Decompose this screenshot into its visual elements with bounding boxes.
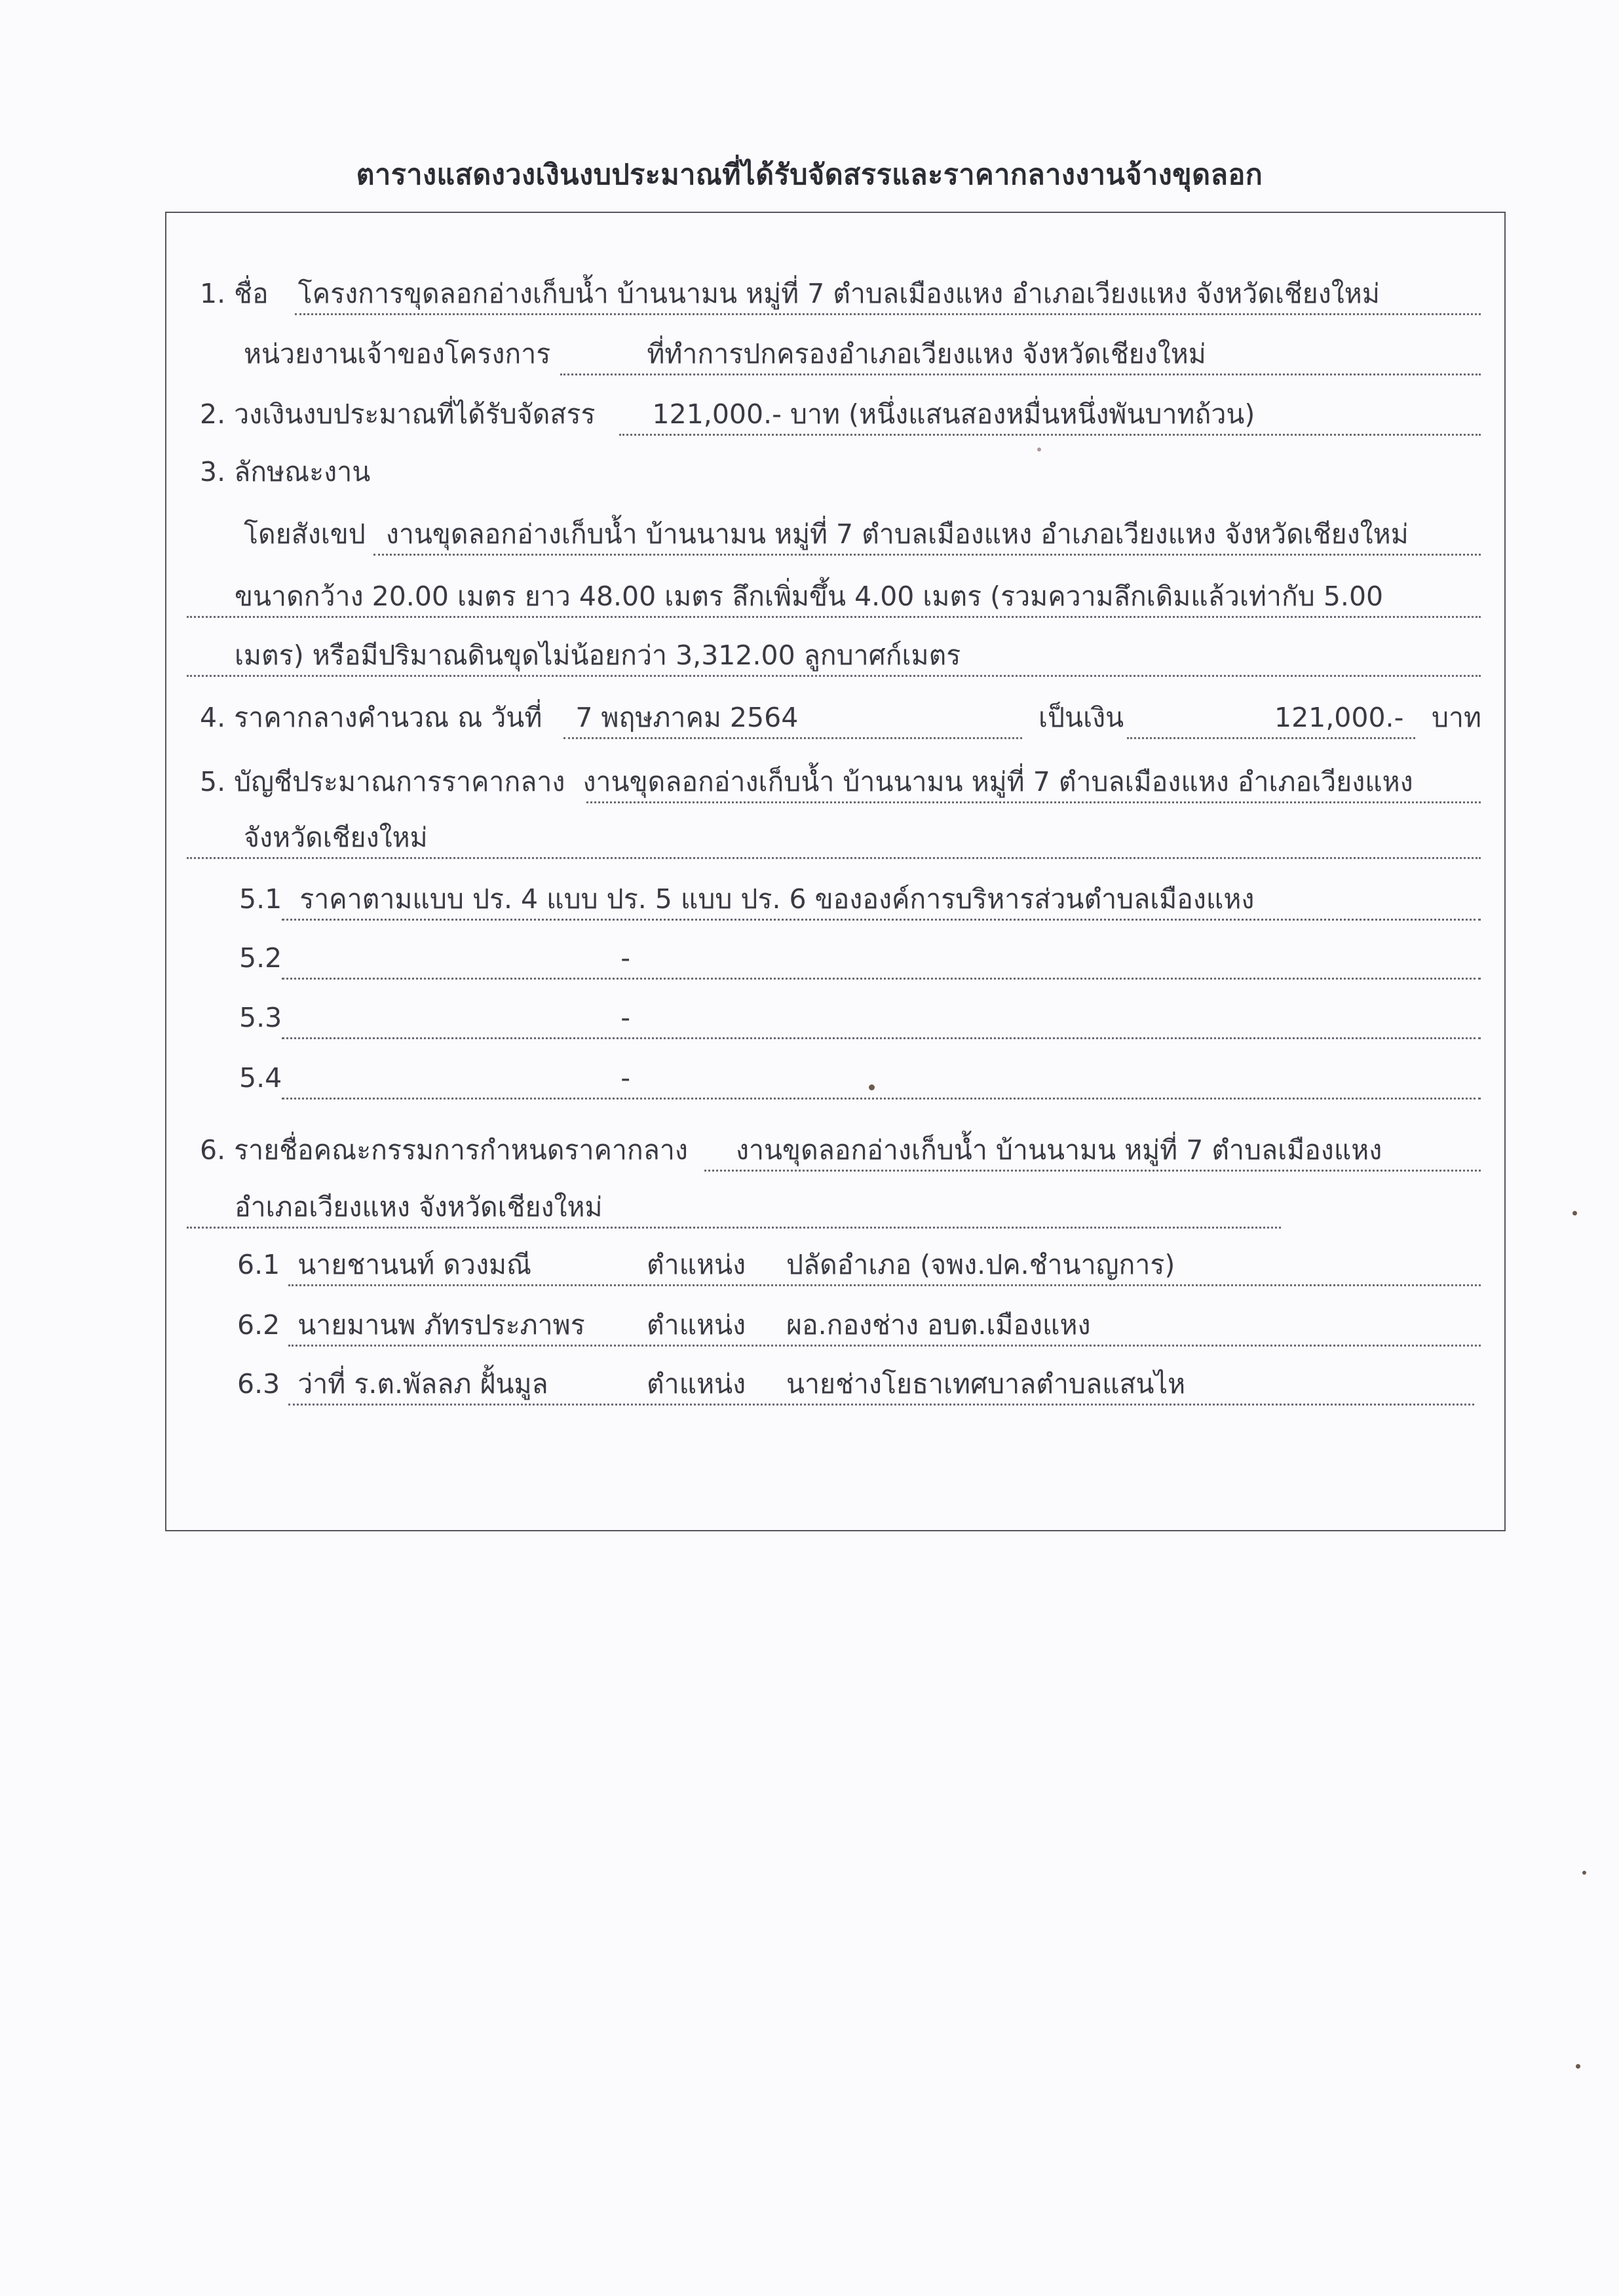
member-position: ปลัดอำเภอ (จพง.ปค.ชำนาญการ) <box>786 1249 1175 1280</box>
item6-line-1: งานขุดลอกอ่างเก็บน้ำ บ้านนามน หมู่ที่ 7 ตำบลเมืองแหง <box>735 1134 1382 1166</box>
member-name: นายมานพ ภัทรประภาพร <box>297 1309 585 1341</box>
work-line-3: เมตร) หรือมีปริมาณดินขุดไม่น้อยกว่า 3,312.00 ลูกบาศก์เมตร <box>235 640 961 671</box>
member-position-label: ตำแหน่ง <box>647 1249 746 1280</box>
member-num: 6.1 <box>237 1249 280 1280</box>
item5-line-2-row <box>244 818 428 857</box>
sub-5-4-dots <box>282 1098 1481 1100</box>
item4-row <box>200 698 1484 737</box>
scan-speck <box>1037 448 1041 451</box>
item5-line-2: จังหวัดเชียงใหม่ <box>244 822 428 853</box>
item5-line-1-dots <box>586 801 1481 803</box>
document-title: ตารางแสดงวงเงินงบประมาณที่ได้รับจัดสรรและราคากลางงานจ้างขุดลอก <box>356 159 1263 191</box>
item3-label: 3. ลักษณะงาน <box>200 456 371 488</box>
member-6-3 <box>237 1364 1482 1404</box>
item1-label: 1. ชื่อ <box>200 278 269 309</box>
member-6-1-dots <box>288 1284 1481 1286</box>
date-dots <box>563 737 1022 739</box>
sub-num: 5.4 <box>239 1062 282 1094</box>
scan-speck <box>1572 1211 1577 1215</box>
item6-line-1-dots <box>704 1170 1481 1172</box>
item3-row <box>200 452 379 491</box>
sub-num: 5.1 <box>239 883 282 915</box>
item3-summary-row <box>244 514 1409 554</box>
item1-dotted-line <box>295 313 1481 315</box>
item3-summary-label: โดยสังเขป <box>244 518 366 550</box>
work-line-2: ขนาดกว้าง 20.00 เมตร ยาว 48.00 เมตร ลึกเพิ่มขึ้น 4.00 เมตร (รวมความลึกเดิมแล้วเท่ากับ 5.00 <box>235 581 1384 612</box>
member-position-label: ตำแหน่ง <box>647 1309 746 1341</box>
budget-amount: 121,000.- บาท (หนึ่งแสนสองหมื่นหนึ่งพันบาทถ้วน) <box>652 398 1255 430</box>
member-6-1 <box>237 1245 1482 1284</box>
sub-text: - <box>620 942 631 974</box>
sub-5-1 <box>239 879 1254 919</box>
money-value: 121,000.- <box>1274 702 1404 733</box>
owner-value: ที่ทำการปกครองอำเภอเวียงแหง จังหวัดเชียงใหม่ <box>647 338 1206 370</box>
member-num: 6.3 <box>237 1368 280 1400</box>
member-6-2 <box>237 1305 1482 1345</box>
item2-label: 2. วงเงินงบประมาณที่ได้รับจัดสรร <box>200 398 596 430</box>
sub-text: ราคาตามแบบ ปร. 4 แบบ ปร. 5 แบบ ปร. 6 ขององค์การบริหารส่วนตำบลเมืองแหง <box>299 883 1255 915</box>
project-name: โครงการขุดลอกอ่างเก็บน้ำ บ้านนามน หมู่ที่ 7 ตำบลเมืองแหง อำเภอเวียงแหง จังหวัดเชียงใหม่ <box>297 278 1380 309</box>
sub-5-4 <box>239 1058 630 1098</box>
item2-row <box>200 394 1255 434</box>
work-line-1-dots <box>373 554 1481 556</box>
item5-label: 5. บัญชีประมาณการราคากลาง <box>200 766 565 797</box>
work-line-3-dots <box>187 675 1481 677</box>
member-6-2-dots <box>288 1345 1481 1347</box>
sub-num: 5.3 <box>239 1002 282 1033</box>
work-line-3-row <box>235 636 961 675</box>
item1-row <box>200 274 1380 313</box>
sub-num: 5.2 <box>239 942 282 974</box>
money-unit: บาท <box>1432 702 1482 733</box>
item6-line-2-row <box>235 1187 603 1227</box>
sub-5-2-dots <box>282 978 1481 980</box>
item6-label: 6. รายชื่อคณะกรรมการกำหนดราคากลาง <box>200 1134 688 1166</box>
member-6-3-dots <box>288 1404 1474 1406</box>
sub-5-3 <box>239 998 630 1037</box>
item5-line-2-dots <box>187 857 1481 859</box>
item6-row <box>200 1130 1382 1170</box>
work-line-2-row <box>235 577 1383 616</box>
member-position-label: ตำแหน่ง <box>647 1368 746 1400</box>
sub-5-3-dots <box>282 1037 1481 1039</box>
money-label: เป็นเงิน <box>1038 702 1124 733</box>
calc-date: 7 พฤษภาคม 2564 <box>575 702 799 733</box>
sub-5-2 <box>239 938 630 978</box>
work-line-2-dots <box>187 616 1481 618</box>
sub-5-1-dots <box>282 919 1481 921</box>
owner-label: หน่วยงานเจ้าของโครงการ <box>244 338 551 370</box>
work-line-1: งานขุดลอกอ่างเก็บน้ำ บ้านนามน หมู่ที่ 7 ตำบลเมืองแหง อำเภอเวียงแหง จังหวัดเชียงใหม่ <box>385 518 1409 550</box>
item6-line-2: อำเภอเวียงแหง จังหวัดเชียงใหม่ <box>235 1191 603 1223</box>
item5-row <box>200 762 1413 801</box>
member-name: นายชานนท์ ดวงมณี <box>297 1249 532 1280</box>
member-position: ผอ.กองช่าง อบต.เมืองแหง <box>786 1309 1091 1341</box>
item5-line-1: งานขุดลอกอ่างเก็บน้ำ บ้านนามน หมู่ที่ 7 ตำบลเมืองแหง อำเภอเวียงแหง <box>582 766 1413 797</box>
member-name: ว่าที่ ร.ต.พัลลภ ฝั้นมูล <box>297 1368 548 1400</box>
owner-dotted-line <box>560 373 1481 375</box>
item2-dotted-line <box>619 434 1481 436</box>
sub-text: - <box>620 1062 631 1094</box>
money-dots <box>1127 737 1415 739</box>
scan-speck <box>1582 1871 1586 1875</box>
owner-row <box>244 334 1206 373</box>
scan-speck <box>1576 2064 1580 2069</box>
sub-text: - <box>620 1002 631 1033</box>
member-position: นายช่างโยธาเทศบาลตำบลแสนไห <box>786 1368 1186 1400</box>
item4-label: 4. ราคากลางคำนวณ ณ วันที่ <box>200 702 543 733</box>
member-num: 6.2 <box>237 1309 280 1341</box>
item6-line-2-dots <box>187 1227 1281 1229</box>
scan-speck <box>869 1084 875 1090</box>
